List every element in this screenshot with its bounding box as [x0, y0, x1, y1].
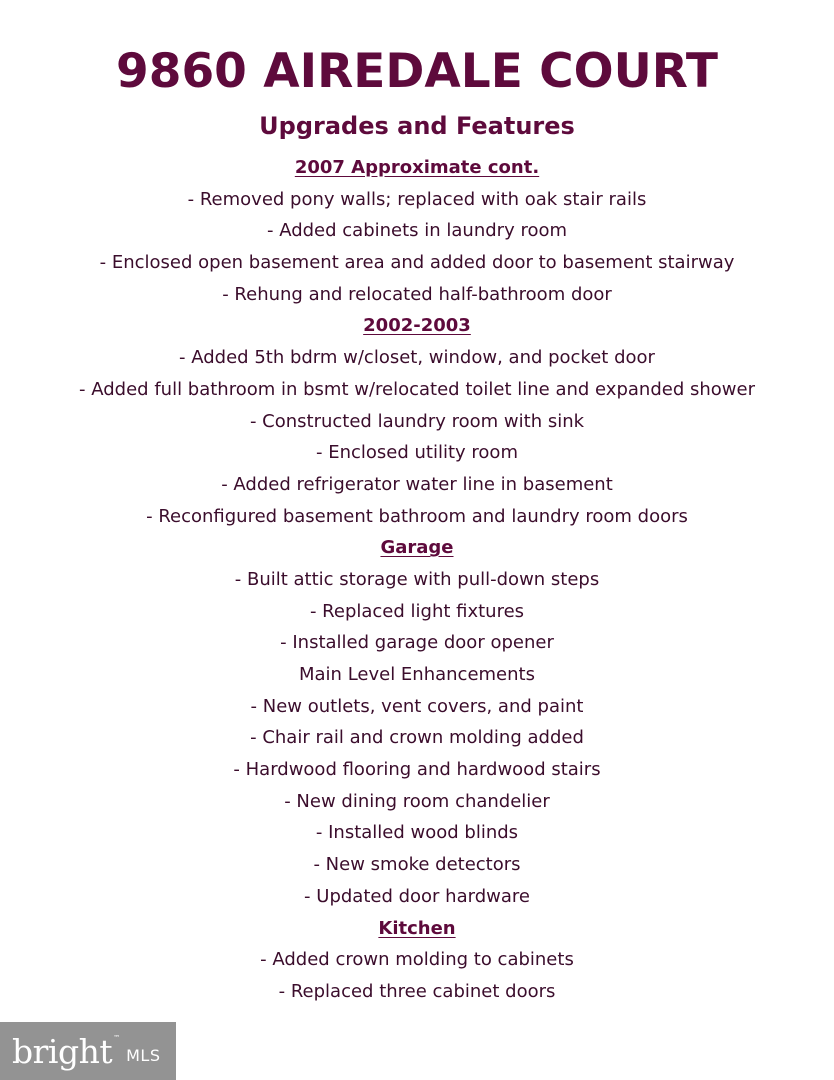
feature-item: - Enclosed open basement area and added door to basement stairway [99, 252, 735, 274]
feature-item: - Added cabinets in laundry room [266, 220, 568, 242]
page-title: 9860 AIREDALE COURT [116, 44, 718, 99]
feature-item: - New smoke detectors [313, 854, 521, 876]
feature-item: - Replaced three cabinet doors [278, 980, 556, 1002]
feature-item: - Built attic storage with pull-down steps [234, 568, 600, 590]
watermark-suffix: MLS [126, 1045, 161, 1065]
feature-item: - Added refrigerator water line in basement [221, 473, 613, 495]
feature-item: - Replaced light fixtures [309, 600, 525, 622]
feature-item: - Installed wood blinds [315, 822, 519, 844]
feature-item: - Updated door hardware [304, 885, 530, 907]
feature-item: - Constructed laundry room with sink [249, 410, 585, 432]
section-heading: Kitchen [378, 917, 456, 939]
feature-item: - Hardwood flooring and hardwood stairs [233, 759, 601, 781]
feature-item: - Added 5th bdrm w/closet, window, and pocket door [179, 347, 655, 369]
feature-item: - New outlets, vent covers, and paint [250, 695, 584, 717]
feature-item: - Reconfigured basement bathroom and laundry room doors [146, 505, 688, 527]
watermark-trademark: ™ [113, 1034, 121, 1042]
watermark-brand: bright [12, 1031, 113, 1071]
section-heading: 2002-2003 [363, 315, 471, 337]
page-subtitle: Upgrades and Features [259, 112, 575, 140]
feature-item: - Added full bathroom in bsmt w/relocated toilet line and expanded shower [79, 378, 755, 400]
feature-item: - New dining room chandelier [284, 790, 550, 812]
section-heading: Main Level Enhancements [299, 664, 535, 685]
bright-mls-watermark [0, 1022, 176, 1080]
feature-item: - Chair rail and crown molding added [250, 727, 584, 749]
section-heading: Garage [380, 537, 454, 559]
feature-item: - Removed pony walls; replaced with oak stair rails [187, 188, 647, 210]
feature-item: - Added crown molding to cabinets [260, 949, 574, 971]
feature-item: - Installed garage door opener [280, 632, 554, 654]
feature-item: - Rehung and relocated half-bathroom door [222, 283, 612, 305]
section-heading: 2007 Approximate cont. [294, 157, 540, 178]
feature-list [0, 152, 834, 1008]
feature-item: - Enclosed utility room [316, 442, 518, 464]
